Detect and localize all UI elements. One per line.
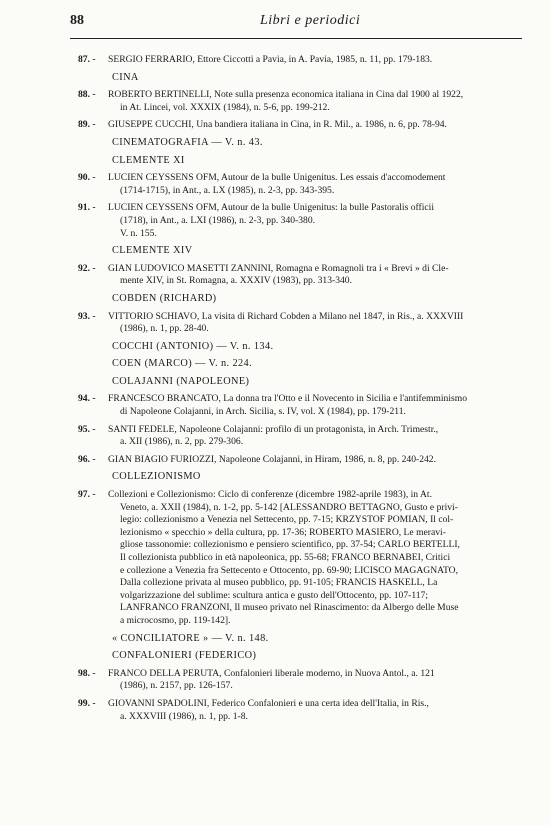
- running-title: Libri e periodici: [260, 13, 361, 28]
- bibliography-entry: [78, 311, 528, 336]
- entry-line: Veneto, a. XXII (1984), n. 1-2, pp. 5-142 [ALESSANDRO BETTAGNO, Gusto e privi-: [120, 501, 458, 513]
- subject-heading: « CONCILIATORE » — V. n. 148.: [112, 632, 269, 644]
- bibliography-entry: [78, 668, 528, 693]
- entry-line: GIUSEPPE CUCCHI, Una bandiera italiana in Cina, in R. Mil., a. 1986, n. 6, pp. 78-94.: [108, 119, 447, 131]
- subject-heading: CLEMENTE XI: [112, 154, 185, 166]
- entry-line: a. XXXVIII (1986), n. 1, pp. 1-8.: [120, 710, 248, 722]
- entry-line: (1986), n. 1, pp. 28-40.: [120, 323, 209, 335]
- entry-line: GIAN LUDOVICO MASETTI ZANNINI, Romagna e Romagnoli tra i « Brevi » di Cle-: [108, 262, 449, 274]
- bibliography-entry: [78, 54, 528, 67]
- entry-number: 88. -: [78, 89, 96, 101]
- entry-number: 98. -: [78, 667, 96, 679]
- entry-number: 97. -: [78, 489, 96, 501]
- subject-heading: CINA: [112, 71, 139, 83]
- subject-heading: CLEMENTE XIV: [112, 245, 193, 257]
- entry-line: LUCIEN CEYSSENS OFM, Autour de la bulle Unigenitus: la bulle Pastoralis officii: [108, 202, 434, 214]
- subject-heading: COLLEZIONISMO: [112, 471, 201, 483]
- entry-number: 87. -: [78, 54, 96, 65]
- entry-line: Collezioni e Collezionismo: Ciclo di conferenze (dicembre 1982-aprile 1983), in At.: [108, 489, 432, 501]
- subject-heading: COLAJANNI (NAPOLEONE): [112, 375, 250, 387]
- entry-number: 90. -: [78, 172, 96, 184]
- entry-number: 89. -: [78, 119, 96, 131]
- entry-number: 91. -: [78, 202, 96, 214]
- entry-line: VITTORIO SCHIAVO, La visita di Richard Cobden a Milano nel 1847, in Ris., a. XXXVIII: [108, 310, 464, 322]
- entry-line: volgarizzazione del sublime: scultura antica e gusto dell'Ottocento, pp. 107-117;: [120, 589, 429, 601]
- entry-line: FRANCESCO BRANCATO, La donna tra l'Otto e il Novecento in Sicilia e l'antifemminismo: [108, 393, 468, 405]
- entry-number: 92. -: [78, 262, 96, 274]
- entry-line: di Napoleone Colajanni, in Arch. Sicilia, s. IV, vol. X (1984), pp. 179-211.: [120, 406, 406, 418]
- subject-heading: COBDEN (RICHARD): [112, 292, 217, 304]
- entry-line: e collezione a Venezia fra Settecento e Ottocento, pp. 69-90; LICISCO MAGAGNATO,: [120, 564, 459, 576]
- entry-line: (1714-1715), in Ant., a. LX (1985), n. 2-3, pp. 343-395.: [120, 184, 335, 196]
- subject-heading: CINEMATOGRAFIA — V. n. 43.: [112, 136, 263, 148]
- page-number: 88: [70, 13, 84, 28]
- bibliography-entry: [78, 172, 528, 197]
- bibliography-entry: [78, 489, 528, 628]
- entry-line: SANTI FEDELE, Napoleone Colajanni: profilo di un protagonista, in Arch. Trimestr.,: [108, 423, 439, 435]
- subject-heading: CONFALONIERI (FEDERICO): [112, 650, 257, 662]
- entry-number: 94. -: [78, 393, 96, 405]
- entry-number: 95. -: [78, 423, 96, 435]
- entry-number: 96. -: [78, 453, 96, 465]
- entry-line: legio: collezionismo a Venezia nel Settecento, pp. 7-15; KRZYSTOF POMIAN, Il col-: [120, 514, 454, 526]
- bibliography-entry: [78, 119, 528, 132]
- bibliography-entry: [78, 263, 528, 288]
- entry-line: FRANCO DELLA PERUTA, Confalonieri liberale moderno, in Nuova Antol., a. 121: [108, 667, 435, 679]
- entry-line: (1718), in Ant., a. LXI (1986), n. 2-3, pp. 340-380.: [120, 214, 316, 226]
- bibliography-entry: [78, 393, 528, 418]
- entry-line: in At. Lincei, vol. XXXIX (1984), n. 5-6, pp. 199-212.: [120, 101, 330, 113]
- entry-line: (1986), n. 2157, pp. 126-157.: [120, 680, 233, 692]
- entry-line: mente XIV, in St. Romagna, a. XXXIV (1983), pp. 313-340.: [120, 275, 353, 287]
- entry-line: a. XII (1986), n. 2, pp. 279-306.: [120, 436, 244, 448]
- bibliography-entry: [78, 424, 528, 449]
- entry-number: 99. -: [78, 697, 96, 709]
- entry-number: 93. -: [78, 310, 96, 322]
- subject-heading: COCCHI (ANTONIO) — V. n. 134.: [112, 340, 274, 352]
- bibliography-entry: [78, 202, 528, 240]
- entry-line: lezionismo « specchio » della cultura, pp. 17-36; ROBERTO MASIERO, Le meravi-: [120, 526, 446, 538]
- entry-line: SERGIO FERRARIO, Ettore Ciccotti a Pavia, in A. Pavia, 1985, n. 11, pp. 179-183.: [108, 54, 433, 65]
- subject-heading: COEN (MARCO) — V. n. 224.: [112, 358, 253, 370]
- entry-line: a microcosmo, pp. 119-142].: [120, 614, 231, 626]
- bibliography-entry: [78, 454, 528, 467]
- entry-line: GIOVANNI SPADOLINI, Federico Confalonieri e una certa idea dell'Italia, in Ris.,: [108, 697, 429, 709]
- bibliography-list: [78, 54, 528, 728]
- bibliography-entry: [78, 698, 528, 723]
- header-rule: [70, 38, 522, 39]
- entry-line: ROBERTO BERTINELLI, Note sulla presenza economica italiana in Cina dal 1900 al 1922,: [108, 89, 464, 101]
- entry-line: Dalla collezione privata al museo pubblico, pp. 91-105; FRANCIS HASKELL, La: [120, 577, 438, 589]
- entry-line: LUCIEN CEYSSENS OFM, Autour de la bulle Unigenitus. Les essais d'accomodement: [108, 172, 446, 184]
- entry-line: gliose tassonomie: collezionismo e pensiero scientifico, pp. 37-54; CARLO BERTELLI,: [120, 539, 460, 551]
- entry-line: LANFRANCO FRANZONI, Il museo privato nel Rinascimento: da Albergo delle Muse: [120, 602, 459, 614]
- entry-line: GIAN BIAGIO FURIOZZI, Napoleone Colajanni, in Hiram, 1986, n. 8, pp. 240-242.: [108, 453, 437, 465]
- page-header: [70, 13, 520, 35]
- entry-line: V. n. 155.: [120, 227, 157, 239]
- entry-line: Il collezionista pubblico in età napoleonica, pp. 55-68; FRANCO BERNABEI, Critici: [120, 552, 451, 563]
- bibliography-entry: [78, 89, 528, 114]
